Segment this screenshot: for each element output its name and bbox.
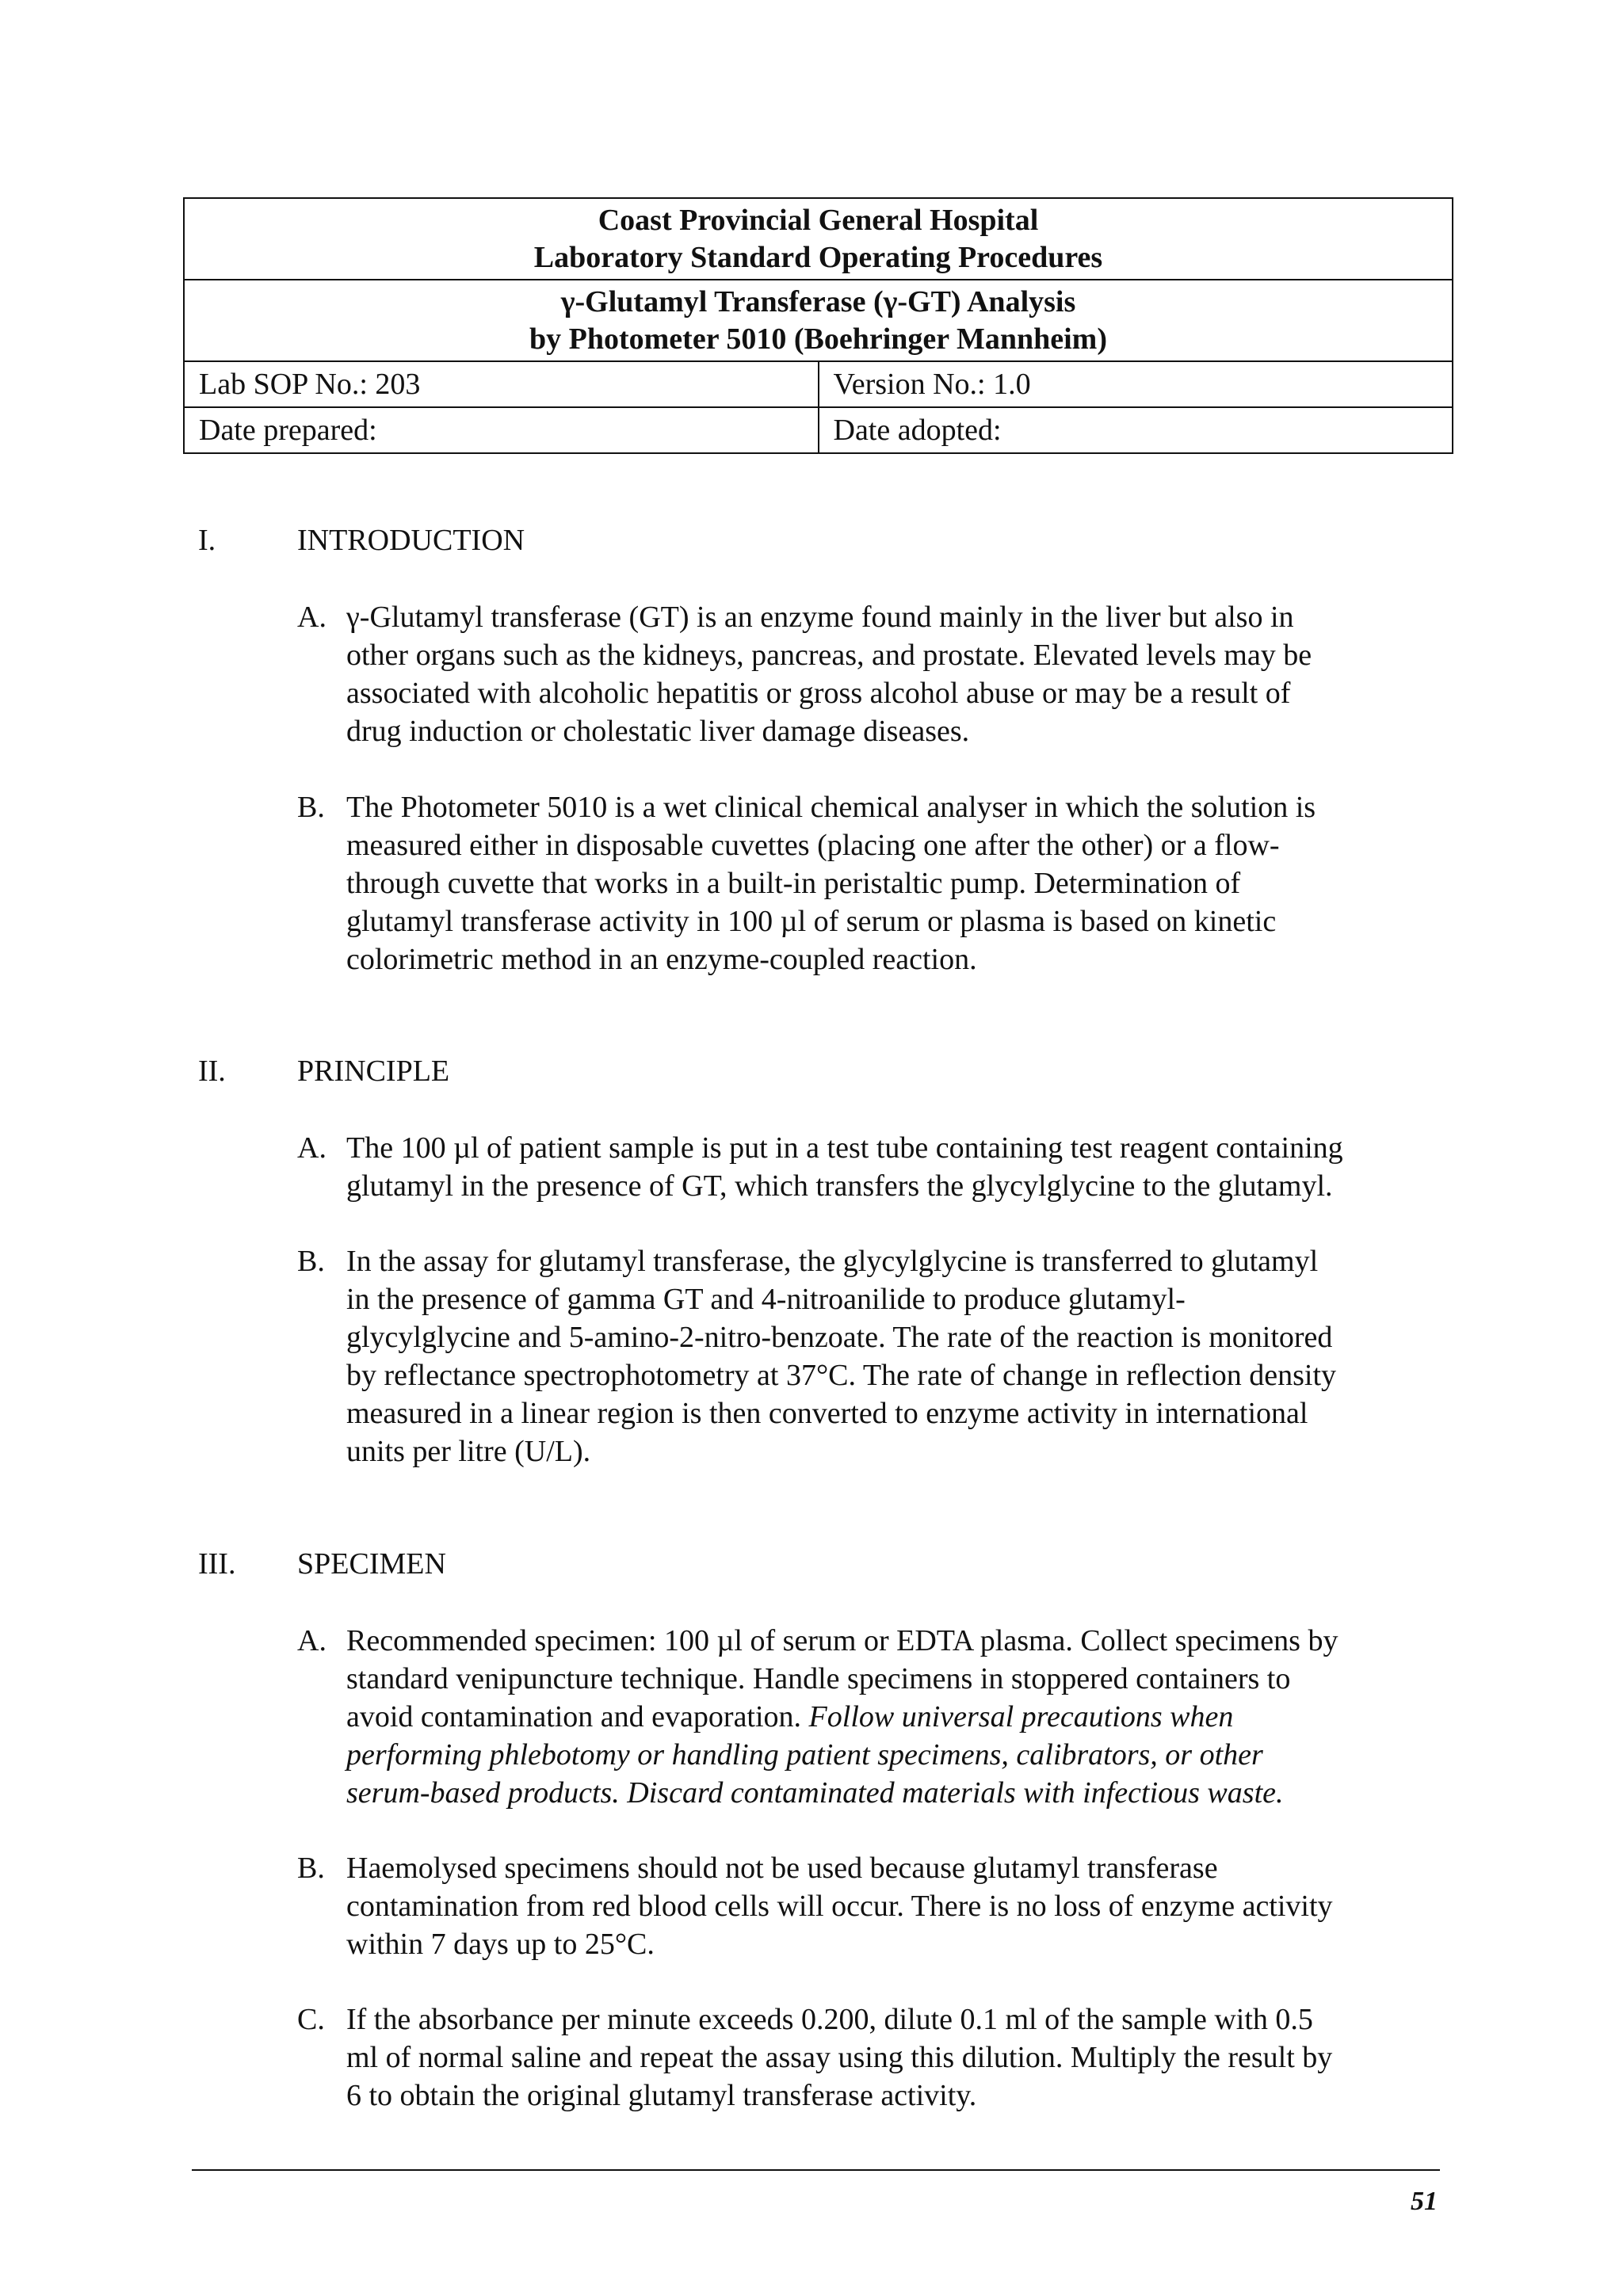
text-line: measured in a linear region is then converted to enzyme activity in international xyxy=(346,1397,1308,1430)
text-line-mixed xyxy=(346,1698,1470,1736)
text-line: other organs such as the kidneys, pancreas, and prostate. Elevated levels may be xyxy=(346,639,1312,672)
text-line: Haemolysed specimens should not be used because glutamyl transferase xyxy=(346,1852,1218,1885)
text-segment: avoid contamination and evaporation. xyxy=(346,1700,809,1733)
procedure-title-line2: by Photometer 5010 (Boehringer Mannheim) xyxy=(529,322,1107,356)
footer-divider xyxy=(192,2169,1440,2171)
text-line: within 7 days up to 25°C. xyxy=(346,1928,655,1961)
date-adopted: Date adopted: xyxy=(819,407,1453,453)
specimen-paragraph-a xyxy=(297,1622,1470,1812)
document-type: Laboratory Standard Operating Procedures xyxy=(533,240,1103,274)
text-line: drug induction or cholestatic liver damage diseases. xyxy=(346,715,970,748)
paragraph-label: A. xyxy=(297,1624,327,1657)
paragraph-label: B. xyxy=(297,1245,325,1278)
paragraph-label: A. xyxy=(297,1131,327,1165)
text-line: in the presence of gamma GT and 4-nitroanilide to produce glutamyl- xyxy=(346,1283,1186,1316)
precaution-text: Follow universal precautions when xyxy=(808,1700,1234,1733)
section-number: I. xyxy=(198,524,216,557)
paragraph-label: B. xyxy=(297,791,325,824)
section-title: INTRODUCTION xyxy=(297,524,525,557)
precaution-text: serum-based products. Discard contaminated materials with infectious waste. xyxy=(346,1776,1284,1810)
principle-paragraph-b xyxy=(297,1242,1470,1470)
text-line: units per litre (U/L). xyxy=(346,1435,591,1468)
specimen-paragraph-c xyxy=(297,2000,1470,2115)
intro-paragraph-a xyxy=(297,598,1470,750)
text-line: colorimetric method in an enzyme-coupled reaction. xyxy=(346,943,977,976)
section-number: II. xyxy=(198,1055,226,1088)
procedure-title-cell xyxy=(184,280,1453,361)
text-line: through cuvette that works in a built-in peristaltic pump. Determination of xyxy=(346,867,1241,900)
sop-number: Lab SOP No.: 203 xyxy=(184,361,819,407)
date-prepared: Date prepared: xyxy=(184,407,819,453)
text-line: The 100 µl of patient sample is put in a test tube containing test reagent containing xyxy=(346,1131,1343,1165)
text-line: ml of normal saline and repeat the assay using this dilution. Multiply the result by xyxy=(346,2041,1333,2074)
text-line: standard venipuncture technique. Handle specimens in stoppered containers to xyxy=(346,1662,1291,1695)
text-line: The Photometer 5010 is a wet clinical chemical analyser in which the solution is xyxy=(346,791,1316,824)
intro-paragraph-b xyxy=(297,788,1470,978)
text-line: glutamyl in the presence of GT, which transfers the glycylglycine to the glutamyl. xyxy=(346,1169,1333,1203)
section-number: III. xyxy=(198,1547,236,1581)
institution-name: Coast Provincial General Hospital xyxy=(598,203,1039,237)
text-line: 6 to obtain the original glutamyl transferase activity. xyxy=(346,2079,977,2112)
page-number: 51 xyxy=(1411,2187,1438,2216)
text-line: glycylglycine and 5-amino-2-nitro-benzoate. The rate of the reaction is monitored xyxy=(346,1321,1333,1354)
paragraph-label: C. xyxy=(297,2003,325,2036)
text-line: measured either in disposable cuvettes (placing one after the other) or a flow- xyxy=(346,829,1280,862)
text-line: In the assay for glutamyl transferase, the glycylglycine is transferred to glutamyl xyxy=(346,1245,1319,1278)
text-line: by reflectance spectrophotometry at 37°C. The rate of change in reflection density xyxy=(346,1359,1337,1392)
text-line: γ-Glutamyl transferase (GT) is an enzyme found mainly in the liver but also in xyxy=(346,601,1294,634)
section-title: SPECIMEN xyxy=(297,1547,446,1581)
text-line: Recommended specimen: 100 µl of serum or EDTA plasma. Collect specimens by xyxy=(346,1624,1338,1657)
precaution-text: performing phlebotomy or handling patient specimens, calibrators, or other xyxy=(346,1738,1263,1772)
procedure-title-line1: γ-Glutamyl Transferase (γ-GT) Analysis xyxy=(560,284,1076,318)
paragraph-label: A. xyxy=(297,601,327,634)
sop-header-table xyxy=(183,197,1453,454)
principle-paragraph-a xyxy=(297,1129,1470,1205)
text-line: If the absorbance per minute exceeds 0.200, dilute 0.1 ml of the sample with 0.5 xyxy=(346,2003,1313,2036)
header-title-cell xyxy=(184,198,1453,280)
specimen-paragraph-b xyxy=(297,1849,1470,1963)
paragraph-label: B. xyxy=(297,1852,325,1885)
text-line: associated with alcoholic hepatitis or gross alcohol abuse or may be a result of xyxy=(346,677,1291,710)
section-title: PRINCIPLE xyxy=(297,1055,450,1088)
version-number: Version No.: 1.0 xyxy=(819,361,1453,407)
text-line: glutamyl transferase activity in 100 µl of serum or plasma is based on kinetic xyxy=(346,905,1277,938)
text-line: contamination from red blood cells will occur. There is no loss of enzyme activity xyxy=(346,1890,1333,1923)
